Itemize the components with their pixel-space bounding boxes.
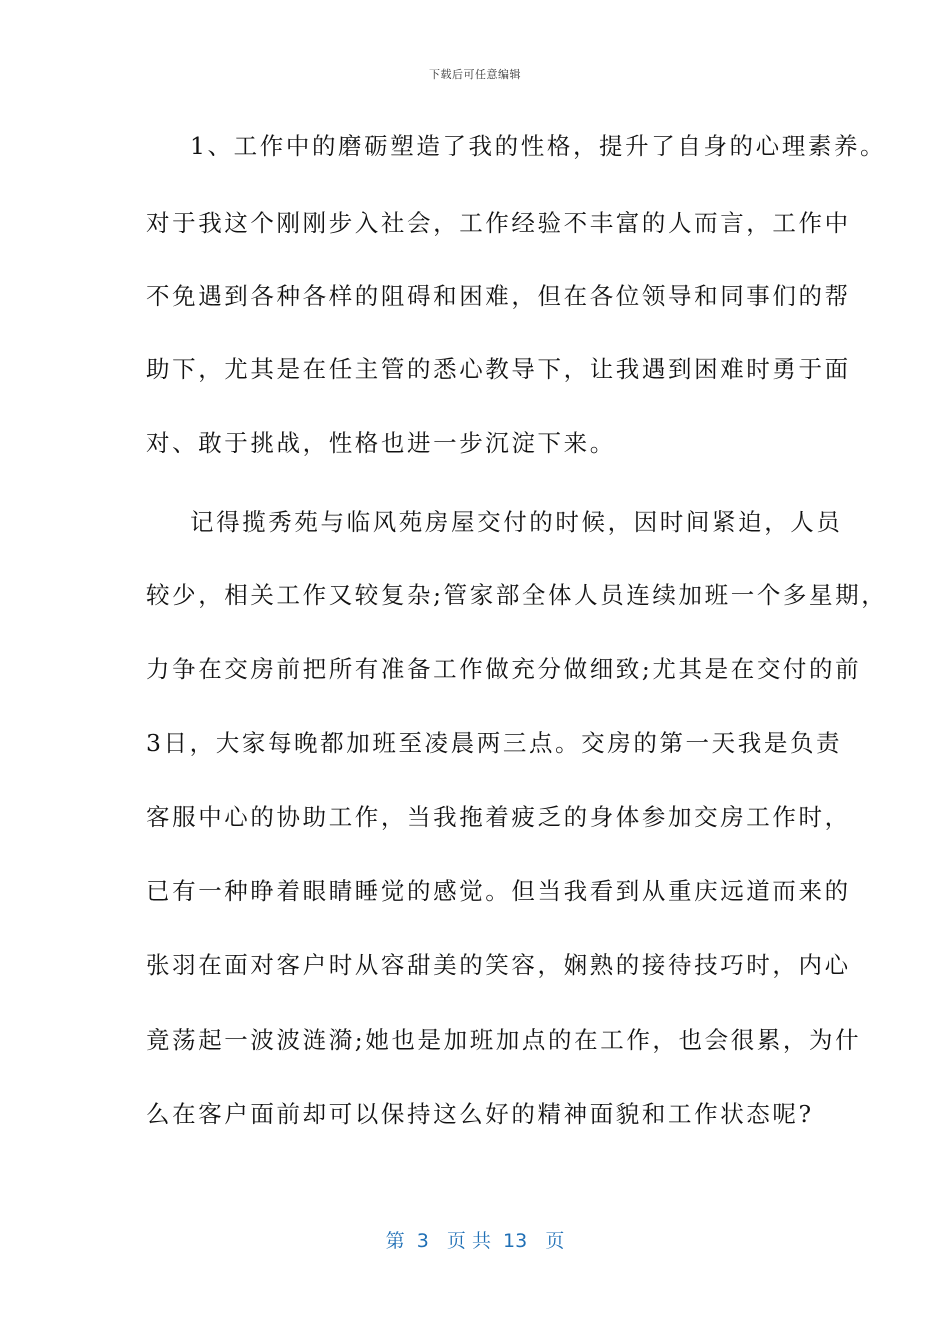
text-line: 3日，大家每晚都加班至凌晨两三点。交房的第一天我是负责	[146, 729, 843, 757]
page-header: 下载后可任意编辑	[429, 68, 521, 81]
text-line: 助下，尤其是在任主管的悉心教导下，让我遇到困难时勇于面	[146, 355, 851, 383]
text-line: 么在客户面前却可以保持这么好的精神面貌和工作状态呢?	[146, 1100, 814, 1128]
text-line: 记得揽秀苑与临风苑房屋交付的时候，因时间紧迫，人员	[190, 508, 843, 536]
text-line: 不免遇到各种各样的阻碍和困难，但在各位领导和同事们的帮	[146, 282, 851, 310]
text-line: 力争在交房前把所有准备工作做充分做细致;尤其是在交付的前	[146, 655, 862, 683]
text-line: 张羽在面对客户时从容甜美的笑容，娴熟的接待技巧时，内心	[146, 951, 851, 979]
text-line: 较少，相关工作又较复杂;管家部全体人员连续加班一个多星期，	[146, 581, 888, 609]
text-line: 客服中心的协助工作，当我拖着疲乏的身体参加交房工作时，	[146, 803, 851, 831]
page-number-footer: 第 3 页 共 13 页	[385, 1230, 565, 1252]
text-line: 1、工作中的磨砺塑造了我的性格，提升了自身的心理素养。	[190, 132, 887, 160]
text-line: 竟荡起一波波涟漪;她也是加班加点的在工作，也会很累，为什	[146, 1026, 862, 1054]
text-line: 对、敢于挑战，性格也进一步沉淀下来。	[146, 429, 616, 457]
text-line: 对于我这个刚刚步入社会，工作经验不丰富的人而言，工作中	[146, 209, 851, 237]
text-line: 已有一种睁着眼睛睡觉的感觉。但当我看到从重庆远道而来的	[146, 877, 851, 905]
